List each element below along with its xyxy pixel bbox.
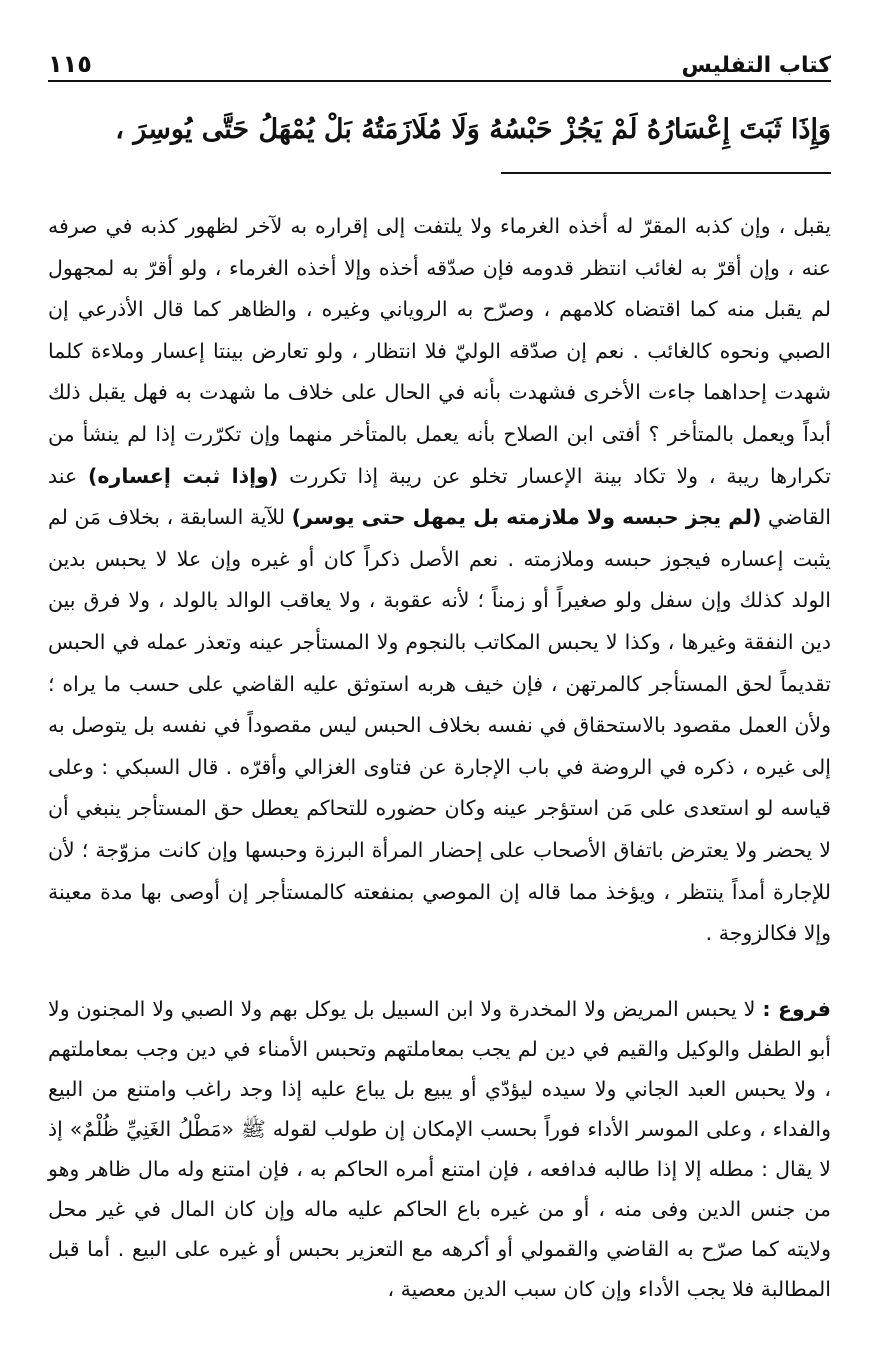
commentary-text: عند القاضي xyxy=(48,463,831,530)
commentary-text: للآية السابقة ، بخلاف مَن لم يثبت إعساره فيجوز حبسه وملازمته . نعم الأصل ذكراً كان أو غيره وإن علا لا يحبس بدين الولد كذلك وإن سفل ولو صغيراً أو زمناً ؛ لأنه عقوبة ، ولا يعاقب الوالد بالولد ، ولا فرق بين دين النفقة وغيرها ، وكذا لا يحبس المكاتب بالنجوم ولا المستأجر عينه وتعذر عمله في الحبس تقديماً لحق المستأجر كالمرتهن ، فإن خيف هربه استوثق عليه القاضي على حسب ما يراه ؛ ولأن العمل مقصود بالاستحقاق في نفسه بخلاف الحبس ليس مقصوداً في نفسه بل يتوصل به إلى غيره ، ذكره في الروضة في باب الإجارة عن فتاوى الغزالي وأقرّه . قال السبكي : وعلى قياسه لو استعدى على مَن استؤجر عينه وكان حضوره للتحاكم يعطل حق المستأجر ينبغي أن لا يحضر ولا يعترض باتفاق الأصحاب على إحضار المرأة البرزة وحبسها وإن كانت مزوّجة ؛ لأن للإجارة أمداً ينتظر ، ويؤخذ مما قاله إن الموصي بمنفعته كالمستأجر إن أوصى بها مدة معينة وإلا فكالزوجة . xyxy=(48,505,831,946)
matn-quote: (وإذا ثبت إعساره) xyxy=(88,463,279,488)
furu-label: فروع : xyxy=(762,996,831,1021)
matn-text: وَإِذَا ثَبَتَ إِعْسَارُهُ لَمْ يَجُزْ حَبْسُهُ وَلَا مُلَازَمَتُهُ بَلْ يُمْهَلُ حَتَّى يُوسِرَ ، xyxy=(115,114,831,145)
furu-text: لا يحبس المريض ولا المخدرة ولا ابن السبيل بل يوكل بهم ولا الصبي ولا المجنون ولا أبو الطفل والوكيل والقيم في دين لم يجب بمعاملتهم وتحبس الأمناء في دين وجب بمعاملتهم ، ولا يحبس العبد الجاني ولا سيده ليؤدّي أو يبيع بل يباع عليه إذا وجد راغب وامتنع من البيع والفداء ، وعلى الموسر الأداء فوراً بحسب الإمكان إن طولب لقوله ﷺ «مَطْلُ الغَنِيِّ ظُلْمٌ» إذ لا يقال : مطله إلا إذا طالبه فدافعه ، فإن امتنع أمره الحاكم به ، فإن امتنع وله مال ظاهر وهو من جنس الدين وفى منه ، أو من غيره باع الحاكم عليه ماله وإن كان المال في غير محل ولايته كما صرّح به القاضي والقمولي أو أكرهه مع التعزير بحبس أو غيره على البيع . أما قبل المطالبة فلا يجب الأداء وإن كان سبب الدين معصية ، xyxy=(48,996,831,1301)
matn-quote: (لم يجز حبسه ولا ملازمته بل يمهل حتى يوسر) xyxy=(291,505,762,530)
page-header xyxy=(48,38,831,82)
page-number: ١١٥ xyxy=(48,50,92,78)
furu-paragraph xyxy=(48,968,831,1329)
book-title: كتاب التفليس xyxy=(681,53,831,78)
commentary-paragraph xyxy=(48,206,831,955)
commentary-text: يقبل ، وإن كذبه المقرّ له أخذه الغرماء ولا يلتفت إلى إقراره به لآخر لظهور كذبه في صرفه عنه ، وإن أقرّ به لغائب انتظر قدومه فإن صدّقه أخذه وإلا أخذه الغرماء ، ولو أقرّ به لمجهول لم يقبل منه كما اقتضاه كلامهم ، وصرّح به الروياني وغيره ، والظاهر كما قال الأذرعي إن الصبي ونحوه كالغائب . نعم إن صدّقه الوليّ فلا انتظار ، ولو تعارض بينتا إعسار وملاءة كلما شهدت إحداهما جاءت الأخرى فشهدت بأنه في الحال على خلاف ما شهدت به فهل يقبل ذلك أبداً ويعمل بالمتأخر ؟ أفتى ابن الصلاح بأنه يعمل بالمتأخر منهما وإن تكرّرت إذا لم ينشأ من تكرارها ريبة ، ولا تكاد بينة الإعسار تخلو عن ريبة إذا تكررت xyxy=(48,214,831,488)
matn-divider xyxy=(501,172,831,174)
